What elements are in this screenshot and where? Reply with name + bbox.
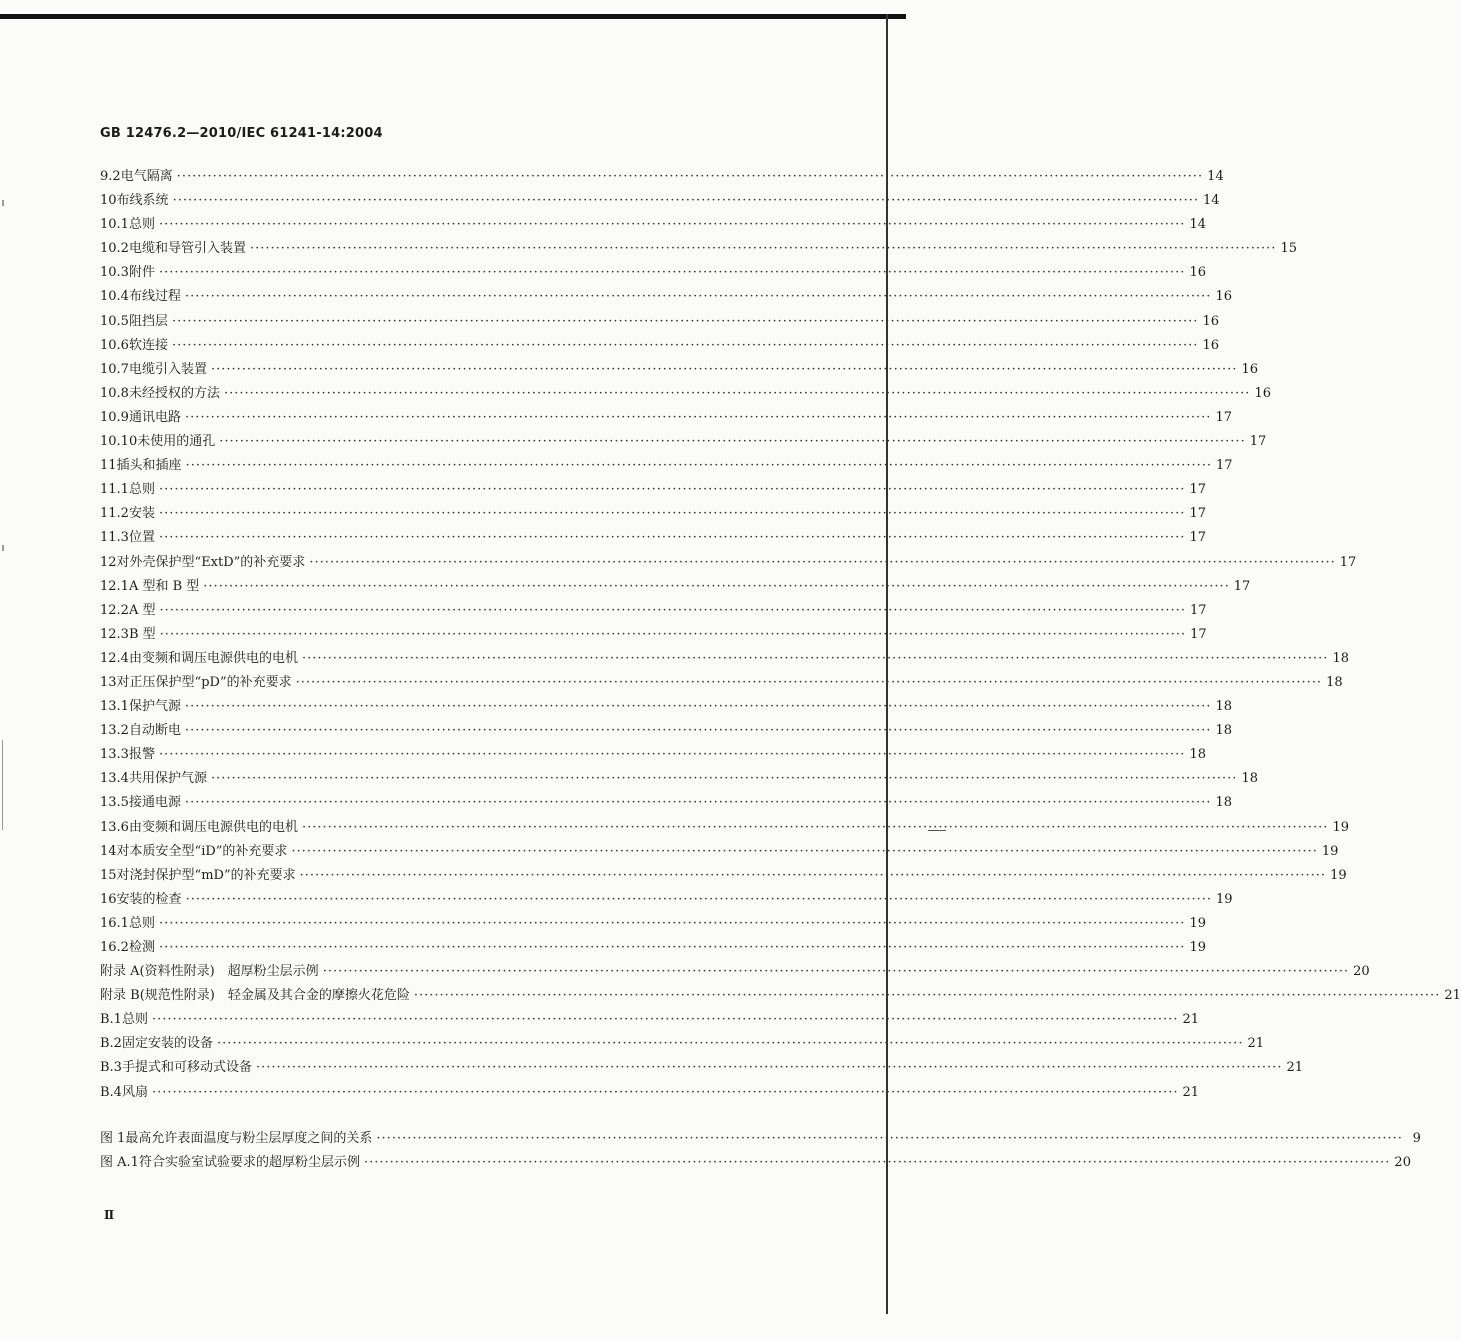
toc-entry[interactable] [100, 671, 1343, 695]
dot-leader: ········································································································································································································ [301, 650, 1329, 666]
dot-leader: ········································································································································································································ [184, 795, 1212, 811]
entry-title: 由变频和调压电源供电的电机 [128, 819, 298, 835]
dot-leader: ········································································································································································································ [159, 626, 1187, 642]
entry-number: 12 [100, 554, 117, 570]
entry-number: B.2 [100, 1036, 122, 1052]
toc-entry[interactable] [100, 310, 1219, 334]
entry-title: (规范性附录) 轻金属及其合金的摩擦火花危险 [139, 988, 410, 1004]
entry-page-number: 20 [1353, 964, 1370, 980]
toc-entry[interactable] [100, 551, 1357, 575]
toc-entry[interactable] [100, 526, 1206, 550]
dot-leader: ········································································································································································································ [203, 578, 1230, 594]
entry-title: B 型 [128, 626, 156, 642]
dot-leader: ········································································································································································································ [184, 723, 1212, 739]
entry-number: 16 [100, 891, 117, 907]
toc-entry[interactable] [100, 743, 1206, 767]
entry-page-number: 14 [1189, 217, 1206, 233]
entry-number: 10.1 [100, 217, 129, 233]
entry-number: 12.2 [100, 602, 129, 618]
entry-page-number: 18 [1215, 699, 1232, 715]
entry-page-number: 18 [1215, 795, 1232, 811]
toc-entry[interactable] [100, 261, 1206, 285]
entry-page-number: 17 [1215, 409, 1232, 425]
entry-number: B.4 [100, 1084, 122, 1100]
entry-page-number: 17 [1339, 554, 1357, 570]
figure-entry[interactable] [100, 1127, 1421, 1151]
dot-leader: ········································································································································································································ [158, 265, 1186, 281]
entry-number: 13.4 [100, 771, 129, 787]
entry-page-number: 17 [1249, 434, 1267, 450]
dot-leader: ········································································································································································································ [299, 867, 1327, 883]
entry-page-number: 15 [1280, 241, 1297, 257]
entry-page-number: 20 [1394, 1154, 1411, 1170]
dot-leader: ········································································································································································································ [249, 241, 1277, 257]
dot-leader: ········································································································································································································ [363, 1154, 1391, 1170]
toc-entry[interactable] [100, 864, 1347, 888]
dot-leader: ········································································································································································································ [255, 1060, 1283, 1076]
entry-title: 检测 [128, 940, 155, 955]
entry-page-number: 14 [1203, 193, 1220, 209]
entry-number: 10.5 [100, 313, 129, 329]
dot-leader: ········································································································································································································ [376, 1130, 1403, 1146]
toc-entry[interactable] [100, 695, 1232, 719]
entry-title: 阻挡层 [128, 313, 168, 329]
entry-title: 最高允许表面温度与粉尘层厚度之间的关系 [125, 1130, 373, 1146]
entry-title: 接通电源 [128, 795, 181, 811]
entry-title: 对外壳保护型“ExtD”的补充要求 [116, 554, 306, 570]
entry-number: B.3 [100, 1060, 122, 1076]
entry-title: (资料性附录) 超厚粉尘层示例 [139, 964, 319, 980]
toc-entry[interactable] [100, 984, 1461, 1008]
entry-page-number: 17 [1189, 530, 1206, 546]
entry-number: 附录 B [100, 988, 140, 1004]
entry-page-number: 21 [1182, 1084, 1199, 1100]
entry-page-number: 17 [1189, 482, 1206, 498]
dot-leader: ········································································································································································································ [158, 940, 1186, 955]
entry-title: 由变频和调压电源供电的电机 [128, 650, 298, 666]
entry-page-number: 18 [1215, 723, 1232, 739]
dot-leader: ········································································································································································································ [322, 964, 1350, 980]
entry-page-number: 9 [1412, 1130, 1421, 1146]
entry-number: 10 [100, 193, 117, 209]
entry-number: 12.1 [100, 578, 129, 594]
entry-title: 自动断电 [128, 723, 181, 739]
dot-leader: ········································································································································································································ [158, 915, 1186, 931]
toc-entry[interactable] [100, 647, 1349, 671]
scan-speck [2, 740, 3, 830]
entry-title: A 型和 B 型 [128, 578, 200, 594]
dot-leader: ········································································································································································································ [309, 554, 1336, 570]
entry-number: 图 A.1 [100, 1154, 139, 1170]
entry-page-number: 21 [1286, 1060, 1303, 1076]
dot-leader: ········································································································································································································ [176, 169, 1204, 184]
entry-title: 通讯电路 [128, 409, 181, 425]
dot-leader: ········································································································································································································ [171, 337, 1199, 353]
dot-leader: ········································································································································································································ [216, 1036, 1244, 1052]
toc-entry[interactable] [100, 382, 1271, 406]
entry-page-number: 19 [1332, 819, 1349, 835]
toc-entry[interactable] [100, 623, 1207, 647]
entry-title: 插头和插座 [116, 458, 182, 474]
toc-entry[interactable] [100, 575, 1251, 599]
entry-page-number: 16 [1202, 313, 1219, 329]
entry-title: 安装 [128, 506, 155, 522]
entry-page-number: 16 [1189, 265, 1206, 281]
entry-number: 13.2 [100, 723, 129, 739]
entry-title: 总则 [121, 1012, 148, 1028]
entry-number: 11.1 [100, 482, 129, 498]
toc-entry[interactable] [100, 1081, 1199, 1105]
entry-page-number: 18 [1241, 771, 1258, 787]
entry-number: 附录 A [100, 964, 140, 980]
entry-page-number: 19 [1189, 915, 1206, 931]
dot-leader: ········································································································································································································ [151, 1012, 1179, 1028]
toc-entry[interactable] [100, 237, 1297, 261]
entry-page-number: 19 [1330, 867, 1347, 883]
toc-entry[interactable] [100, 1032, 1264, 1056]
entry-number: 15 [100, 867, 117, 883]
toc-entry[interactable] [100, 165, 1224, 189]
toc-entry[interactable] [100, 358, 1258, 382]
entry-page-number: 18 [1326, 674, 1343, 690]
dot-leader: ········································································································································································································ [185, 458, 1213, 474]
toc-entry[interactable] [100, 430, 1267, 454]
scan-speck [2, 545, 4, 551]
entry-title: 布线过程 [128, 289, 181, 305]
entry-page-number: 17 [1189, 506, 1206, 522]
entry-number: 13.3 [100, 747, 129, 763]
dot-leader: ········································································································································································································ [413, 988, 1441, 1004]
entry-page-number: 21 [1247, 1036, 1264, 1052]
entry-title: 共用保护气源 [128, 771, 207, 787]
entry-page-number: 17 [1190, 626, 1207, 642]
entry-number: 10.2 [100, 241, 129, 257]
entry-title: 报警 [128, 747, 155, 763]
entry-page-number: 19 [1216, 891, 1233, 907]
entry-number: 10.3 [100, 265, 129, 281]
entry-number: 10.4 [100, 289, 129, 305]
entry-number: 9.2 [100, 169, 121, 184]
entry-number: 13 [100, 674, 117, 690]
entry-number: B.1 [100, 1012, 122, 1028]
entry-page-number: 19 [1321, 843, 1339, 859]
entry-title: 附件 [128, 265, 155, 281]
toc-entry[interactable] [100, 189, 1220, 213]
entry-number: 13.1 [100, 699, 129, 715]
entry-page-number: 17 [1216, 458, 1233, 474]
toc-entry[interactable] [100, 478, 1206, 502]
entry-title: 手提式和可移动式设备 [121, 1060, 252, 1076]
entry-page-number: 16 [1215, 289, 1232, 305]
dot-leader: ········································································································································································································ [158, 530, 1186, 546]
toc-entry[interactable] [100, 816, 1349, 840]
toc-entry[interactable] [100, 1056, 1303, 1080]
toc-entry[interactable] [100, 888, 1233, 912]
entry-number: 11.3 [100, 530, 129, 546]
entry-title: 固定安装的设备 [121, 1036, 213, 1052]
dot-leader: ········································································································································································································ [184, 409, 1212, 425]
toc-entry[interactable] [100, 960, 1370, 984]
dot-leader: ········································································································································································································ [184, 289, 1212, 305]
dot-leader: ········································································································································································································ [172, 193, 1200, 209]
entry-title: 总则 [128, 482, 155, 498]
entry-number: 10.8 [100, 385, 129, 401]
entry-page-number: 21 [1182, 1012, 1199, 1028]
entry-page-number: 18 [1189, 747, 1206, 763]
entry-title: 对本质安全型“iD”的补充要求 [116, 843, 288, 859]
entry-number: 图 1 [100, 1130, 126, 1146]
entry-title: 对正压保护型“pD”的补充要求 [116, 674, 292, 690]
dot-leader: ········································································································································································································ [158, 747, 1186, 763]
entry-title: 符合实验室试验要求的超厚粉尘层示例 [138, 1154, 360, 1170]
entry-page-number: 19 [1189, 940, 1206, 955]
entry-page-number: 17 [1189, 602, 1207, 618]
entry-number: 12.3 [100, 626, 129, 642]
dot-leader: ········································································································································································································ [151, 1084, 1179, 1100]
dot-leader: ········································································································································································································ [158, 506, 1186, 522]
dot-leader: ········································································································································································································ [219, 434, 1246, 450]
entry-page-number: 17 [1233, 578, 1251, 594]
entry-number: 10.7 [100, 361, 129, 377]
entry-title: 电气隔离 [120, 169, 173, 184]
dot-leader: ········································································································································································································ [301, 819, 1329, 835]
entry-number: 11 [100, 458, 117, 474]
toc-entry[interactable] [100, 406, 1232, 430]
entry-number: 16.1 [100, 915, 129, 931]
entry-number: 12.4 [100, 650, 129, 666]
toc-entry[interactable] [100, 767, 1258, 791]
entry-title: 安装的检查 [116, 891, 182, 907]
entry-title: 保护气源 [128, 699, 181, 715]
dot-leader: ········································································································································································································ [159, 602, 1186, 618]
entry-number: 13.6 [100, 819, 129, 835]
entry-title: A 型 [128, 602, 156, 618]
toc-entry[interactable] [100, 454, 1233, 478]
entry-page-number: 18 [1332, 650, 1349, 666]
entry-number: 14 [100, 843, 117, 859]
dot-leader: ········································································································································································································ [184, 699, 1212, 715]
entry-title: 风扇 [121, 1084, 148, 1100]
page-number: Ⅱ [104, 1208, 115, 1222]
dot-leader: ········································································································································································································ [295, 674, 1323, 690]
dot-leader: ········································································································································································································ [291, 843, 1318, 859]
toc-entry[interactable] [100, 840, 1339, 864]
dot-leader: ········································································································································································································ [223, 385, 1251, 401]
toc-entry[interactable] [100, 719, 1232, 743]
toc-entry[interactable] [100, 1008, 1199, 1032]
entry-title: 软连接 [128, 337, 168, 353]
dot-leader: ········································································································································································································ [158, 217, 1186, 233]
entry-page-number: 14 [1207, 169, 1224, 184]
entry-title: 电缆引入装置 [128, 361, 207, 377]
entry-title: 对浇封保护型“mD”的补充要求 [116, 867, 296, 883]
dot-leader: ········································································································································································································ [158, 482, 1186, 498]
top-border-rule [0, 14, 906, 19]
section-gap [100, 1105, 798, 1127]
entry-page-number: 16 [1254, 385, 1271, 401]
dot-leader: ········································································································································································································ [210, 771, 1238, 787]
toc-entry[interactable] [100, 936, 1206, 960]
entry-page-number: 16 [1202, 337, 1219, 353]
scan-speck [2, 200, 4, 206]
entry-number: 10.10 [100, 434, 138, 450]
dot-leader: ········································································································································································································ [171, 313, 1199, 329]
entry-page-number: 16 [1241, 361, 1258, 377]
toc-entry[interactable] [100, 334, 1219, 358]
toc-entry[interactable] [100, 599, 1207, 623]
toc-entry[interactable] [100, 213, 1206, 237]
entry-page-number: 21 [1444, 988, 1461, 1004]
entry-title: 布线系统 [116, 193, 169, 209]
entry-number: 10.6 [100, 337, 129, 353]
entry-number: 10.9 [100, 409, 129, 425]
entry-title: 总则 [128, 217, 155, 233]
toc-entry[interactable] [100, 285, 1232, 309]
entry-number: 16.2 [100, 940, 129, 955]
dot-leader: ········································································································································································································ [185, 891, 1213, 907]
entry-title: 电缆和导管引入装置 [128, 241, 246, 257]
figure-entry[interactable] [100, 1151, 1411, 1175]
toc-entry[interactable] [100, 502, 1206, 526]
standard-header: GB 12476.2—2010/IEC 61241-14:2004 [100, 126, 383, 141]
toc-entry[interactable] [100, 791, 1232, 815]
dot-leader: ········································································································································································································ [210, 361, 1238, 377]
entry-title: 未经授权的方法 [128, 385, 220, 401]
toc-entry[interactable] [100, 912, 1206, 936]
entry-title: 未使用的通孔 [137, 434, 216, 450]
entry-title: 总则 [128, 915, 155, 931]
entry-number: 11.2 [100, 506, 129, 522]
table-of-contents [100, 165, 1461, 1175]
entry-title: 位置 [128, 530, 155, 546]
entry-number: 13.5 [100, 795, 129, 811]
